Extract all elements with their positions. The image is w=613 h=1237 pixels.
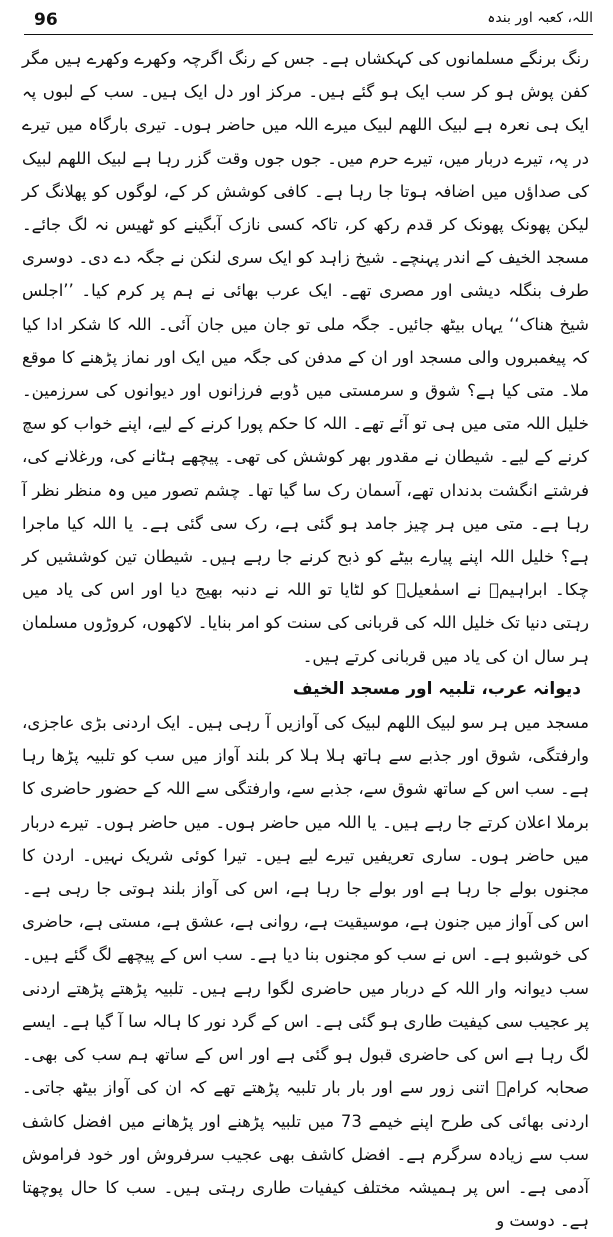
page-header: [24, 6, 593, 34]
header-divider: [24, 34, 593, 35]
paragraph-2: مسجد میں ہر سو لبیک اللھم لبیک کی آوازیں آ رہی ہیں۔ ایک اردنی بڑی عاجزی، وارفتگی، شوق اور جذبے سے ہاتھ ہلا ہلا کر بلند آواز میں سب کو تلبیہ پڑھا رہا ہے۔ سب اس کے ساتھ شوق سے، جذبے سے، وارفتگی سے اللہ کے حضور حاضری کا برملا اعلان کرتے جا رہے ہیں۔ یا اللہ میں حاضر ہوں۔ میں حاضر ہوں۔ تیرے دربار میں حاضر ہوں۔ ساری تعریفیں تیرے لیے ہیں۔ تیرا کوئی شریک نہیں۔ اردن کا مجنوں بولے جا رہا ہے اور بولے جا رہا ہے، اس کی آواز بلند ہوتی جا رہی ہے۔ اس کی آواز میں جنون ہے، موسیقیت ہے، روانی ہے، عشق ہے، مستی ہے، حاضری کی خوشبو ہے۔ اس نے سب کو مجنوں بنا دیا ہے۔ سب اس کے پیچھے لگ گئے ہیں۔ سب دیوانہ وار اللہ کے دربار میں حاضری لگوا رہے ہیں۔ تلبیہ پڑھتے پڑھتے اردنی پر عجیب سی کیفیت طاری ہو گئی ہے۔ اس کے گرد نور کا ہالہ سا آ گیا ہے۔ ایسے لگ رہا ہے اس کی حاضری قبول ہو گئی ہے اور اس کے ساتھ ہم سب کی بھی۔ صحابہ کرامؓ اتنی زور سے اور بار بار تلبیہ پڑھتے تھے کہ ان کی آواز بیٹھ جاتی۔ اردنی بھائی کی طرح اپنے خیمے 73 میں تلبیہ پڑھنے اور پڑھانے میں افضل کاشف سب سے زیادہ سرگرم ہے۔ افضل کاشف بھی عجیب سرفروش اور خود فراموش آدمی ہے۔ اس پر ہمیشہ مختلف کیفیات طاری رہتی ہیں۔ سب کا حال پوچھتا ہے۔ دوست و: [22, 713, 589, 1231]
body-text: [22, 42, 589, 1237]
section-heading: دیوانہ عرب، تلبیہ اور مسجد الخیف: [292, 678, 581, 699]
page-number: 96: [34, 10, 58, 30]
running-title: اللہ، کعبہ اور بندہ: [487, 10, 593, 26]
paragraph-1: رنگ برنگے مسلمانوں کی کہکشاں ہے۔ جس کے رنگ اگرچہ وکھرے وکھرے ہیں مگر کفن پوش ہو کر سب ایک ہو گئے ہیں۔ مرکز اور دل ایک ہیں۔ سب کے لبوں پہ ایک ہی نعرہ ہے لبیک اللھم لبیک میرے اللہ میں حاضر ہوں۔ تیری بارگاہ میں تیرے در پہ، تیرے دربار میں، تیرے حرم میں۔ جوں جوں وقت گزر رہا ہے لبیک اللھم لبیک کی صداؤں میں اضافہ ہوتا جا رہا ہے۔ کافی کوشش کر کے، لوگوں کو پھلانگ کر لیکن پھونک پھونک کر قدم رکھ کر، تاکہ کسی نازک آبگینے کو ٹھیس نہ لگ جائے۔ مسجد الخیف کے اندر پہنچے۔ شیخ زاہد کو ایک سری لنکن نے جگہ دے دی۔ دوسری طرف بنگلہ دیشی اور مصری تھے۔ ایک عرب بھائی نے ہم پر کرم کیا۔ ’’اجلس شیخ هناک‘‘ یہاں بیٹھ جائیں۔ جگہ ملی تو جان میں جان آئی۔ اللہ کا شکر ادا کیا کہ پیغمبروں والی مسجد اور ان کے مدفن کی جگہ میں ایک اور نماز پڑھنے کا موقع ملا۔ متی کیا ہے؟ شوق و سرمستی میں ڈوبے فرزانوں اور دیوانوں کی سرزمین۔ خلیل اللہ متی میں ہی تو آئے تھے۔ اللہ کا حکم پورا کرنے کے لیے، اپنے خواب کو سچ کرنے کے لیے۔ شیطان نے مقدور بھر کوشش کی تھی۔ پیچھے ہٹانے کی، ورغلانے کی، فرشتے انگشت بدنداں تھے، آسمان رک سا گیا تھا۔ چشم تصور میں وہ منظر نظر آ رہا ہے۔ متی میں ہر چیز جامد ہو گئی ہے، رک سی گئی ہے۔ یا اللہ کیا ماجرا ہے؟ خلیل اللہ اپنے پیارے بیٹے کو ذبح کرنے جا رہے ہیں۔ شیطان تین کوششیں کر چکا۔ ابراہیمؑ نے اسمٰعیلؑ کو لٹایا تو اللہ نے دنبہ بھیج دیا اور اس کی یاد میں رہتی دنیا تک خلیل اللہ کی قربانی کی سنت کو امر بنایا۔ لاکھوں، کروڑوں مسلمان ہر سال ان کی یاد میں قربانی کرتے ہیں۔: [22, 49, 589, 666]
